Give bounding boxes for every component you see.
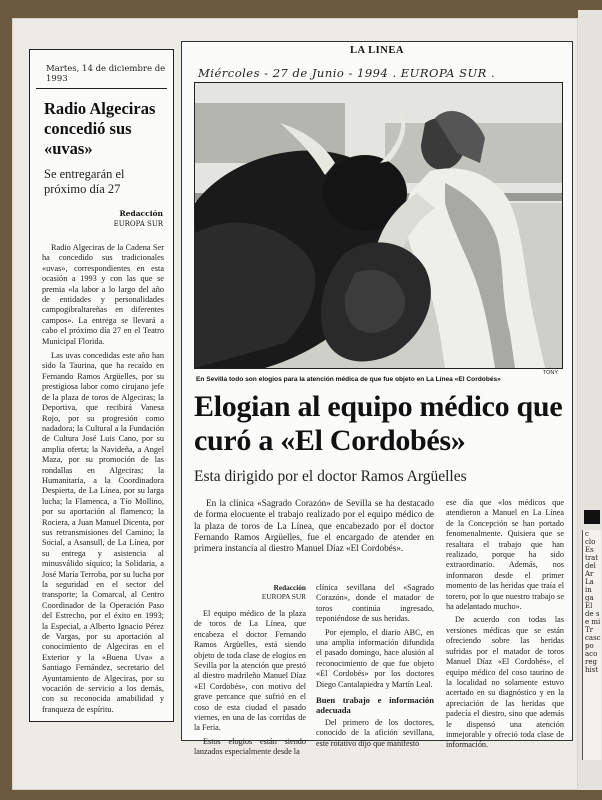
- main-subheadline: Esta dirigido por el doctor Ramos Argüelles: [194, 468, 467, 485]
- left-byline-source: EUROPA SUR: [113, 220, 163, 228]
- column-1-paragraph-2: Estos elogios están siendo lanzados especialmente desde la: [194, 736, 306, 757]
- lead-text: En la clínica «Sagrado Corazón» de Sevilla se ha destacado de forma elocuente el trabajo realizado por el equipo médico de la plaza de toros de La Línea, que encabezado por el doctor Fernando Ramos Argüelles, fue el encargado de atender en primera instancia al diestro Manuel Díaz «El Cordobés».: [194, 498, 434, 554]
- section-header: LA LINEA: [350, 45, 404, 56]
- adjacent-page-fragment: Es: [585, 546, 594, 554]
- photo-credit: TONY: [542, 370, 558, 376]
- adjacent-page-fragment: po: [585, 642, 594, 650]
- left-headline: Radio Algeciras concedió sus «uvas»: [44, 99, 156, 158]
- handwritten-note: Miércoles - 27 de Junio - 1994 . EUROPA SUR .: [198, 66, 496, 80]
- column-1: [194, 583, 306, 758]
- photo-caption: En Sevilla todo son elogios para la atención médica de que fue objeto en La Línea «El Cordobés»: [196, 376, 501, 383]
- bullfight-illustration: [195, 83, 562, 368]
- left-paragraph-1: Radio Algeciras de la Cadena Ser ha concedido sus tradicionales «uvas», correspondientes en esta ocasión a 1993 y con las que se premia «la labor a lo largo del año de entidades y personalidades campogibraltareñas en diferentes campos». La entrega se llevará a cabo el próximo día 27 en el Teatro Municipal Florida.: [42, 243, 164, 346]
- adjacent-page-fragment: La: [585, 578, 594, 586]
- adjacent-page-fragment: reg: [585, 658, 597, 666]
- main-newspaper-clipping: [181, 41, 573, 757]
- column-2-paragraph-3: Del primero de los doctores, conocido de la afición sevillana, este rotativo dijo que manifestó: [316, 718, 434, 748]
- adjacent-page-fragment: El: [585, 602, 593, 610]
- left-subheadline: Se entregarán el próximo día 27: [44, 167, 125, 196]
- adjacent-page-fragment: c: [585, 530, 589, 538]
- column-1-paragraph-1: El equipo médico de la plaza de toros de La Línea, que encabeza el doctor Fernando Ramos Argüelles, está siendo objeto de toda clase de elogios en Sevilla por la atención que prestó al diestro madrileño Manuel Díaz «El Cordobés», con motivo del grave percance que sufrió en el coso de esta ciudad el pasado viernes, en una de las corridas de la Feria.: [194, 609, 306, 733]
- bullfight-photo: [194, 82, 563, 369]
- left-article-body: [42, 243, 164, 715]
- main-byline-label: Redacción: [273, 583, 306, 592]
- left-newspaper-clipping: [29, 49, 174, 722]
- main-byline: [194, 583, 306, 601]
- adjacent-page-dark-mark: [584, 510, 600, 524]
- left-byline: [30, 209, 163, 229]
- adjacent-page-text: [582, 530, 601, 760]
- adjacent-page-fragment: casc: [585, 634, 601, 642]
- column-2: [316, 583, 434, 749]
- column-2-paragraph-1: clínica sevillana del «Sagrado Corazón», donde el matador de toros continúa ingresado, reponiéndose de sus heridas.: [316, 583, 434, 624]
- column-3-paragraph-1: ese día que «los médicos que atendieron a Manuel en La Línea de la Concepción se han portado fenomenalmente. Quisiera que se resaltara el trabajo que han realizado, porque ha sido extraordinario. Además, nos informaron desde el primer momento de las heridas que traía el torero, por lo que nuestro trabajo se ha adelantado mucho».: [446, 498, 564, 612]
- adjacent-page-fragment: aco: [585, 650, 598, 658]
- column-2-paragraph-2: Por ejemplo, el diario ABC, en una amplia información difundida el pasado domingo, hace alusión al reconocimiento de que fue objeto «El Cordobés» por los doctores Diego Cantalapiedra y Martín Leal.: [316, 627, 434, 689]
- adjacent-page-fragment: de s: [585, 610, 600, 618]
- left-paragraph-2: Las uvas concedidas este año han sido la Taurina, que ha recaído en Fernando Ramos Argüelles, por su prestigiosa labor como cirujano jefe de la plaza de toros de Algeciras; la Deportiva, que recibirá Vanesa Rojo, por su progresión como nadadora; la Cultural a la Fundación de Cultura José Luis Cano, por su amplia oferta; la Navideña, a Angel Maza, por su promoción de las rondallas en Algeciras; la Humanitaria, a la Coordinadora Despierta, de La Línea, por su larga lucha; la Flamenca, a Tío Mollino, por su aportación al flamenco; la Rociera, a Juan Manuel Dicenta, por sus retransmisiones del Camino; la Social, a Asansull, de La Línea, por su entrega y asistencia al minusválido síquico; la Solidaria, a José María Terroba, por su lucha por la seguridad en el sector del transporte; la Comarcal, al Centro Coordinador de la Operación Paso del Estrecho, por el éxito en 1993; la Especial, a Alberto Ignacio Pérez de Vargas, por su aportación al conocimiento de Algeciras en el Exterior y la «Buena Uva» a Santiago Fernández, secretario del Ayuntamiento de Algeciras, por su vocación de servicio a los demás, con su reconocida amabilidad y franqueza de espíritu.: [42, 351, 164, 714]
- adjacent-page-fragment: e mi: [585, 618, 601, 626]
- adjacent-page-fragment: hist: [585, 666, 599, 674]
- adjacent-page-fragment: Ar: [585, 570, 594, 578]
- clipping-date: Martes, 14 de diciembre de 1993: [36, 50, 167, 89]
- column-2-subheading: Buen trabajo e información adecuada: [316, 695, 434, 716]
- adjacent-page-fragment: trat: [585, 554, 599, 562]
- adjacent-page-fragment: ga: [585, 594, 594, 602]
- adjacent-page-fragment: Tr: [585, 626, 594, 634]
- main-headline: Elogian al equipo médico que curó a «El Cordobés»: [194, 390, 563, 457]
- adjacent-page-edge: [578, 10, 602, 790]
- column-3: [446, 498, 564, 751]
- article-columns: [194, 498, 564, 757]
- column-3-paragraph-2: De acuerdo con todas las versiones médicas que se están ofreciendo sobre las heridas sufridas por el matador de toros Manuel Díaz «El Cordobés», el equipo médico del coso taurino de la localidad no solamente estuvo acertado en su diagnóstico y en la apreciación de las heridas que padecía el diestro, sino que además le dispensó una atención inmejorable y ofreció toda clase de información.: [446, 615, 564, 750]
- lead-paragraph: [194, 498, 434, 554]
- adjacent-page-fragment: in: [585, 586, 592, 594]
- adjacent-page-fragment: clo: [585, 538, 596, 546]
- adjacent-page-fragment: del: [585, 562, 596, 570]
- main-byline-source: EUROPA SUR: [261, 592, 306, 601]
- left-byline-label: Redacción: [119, 209, 163, 218]
